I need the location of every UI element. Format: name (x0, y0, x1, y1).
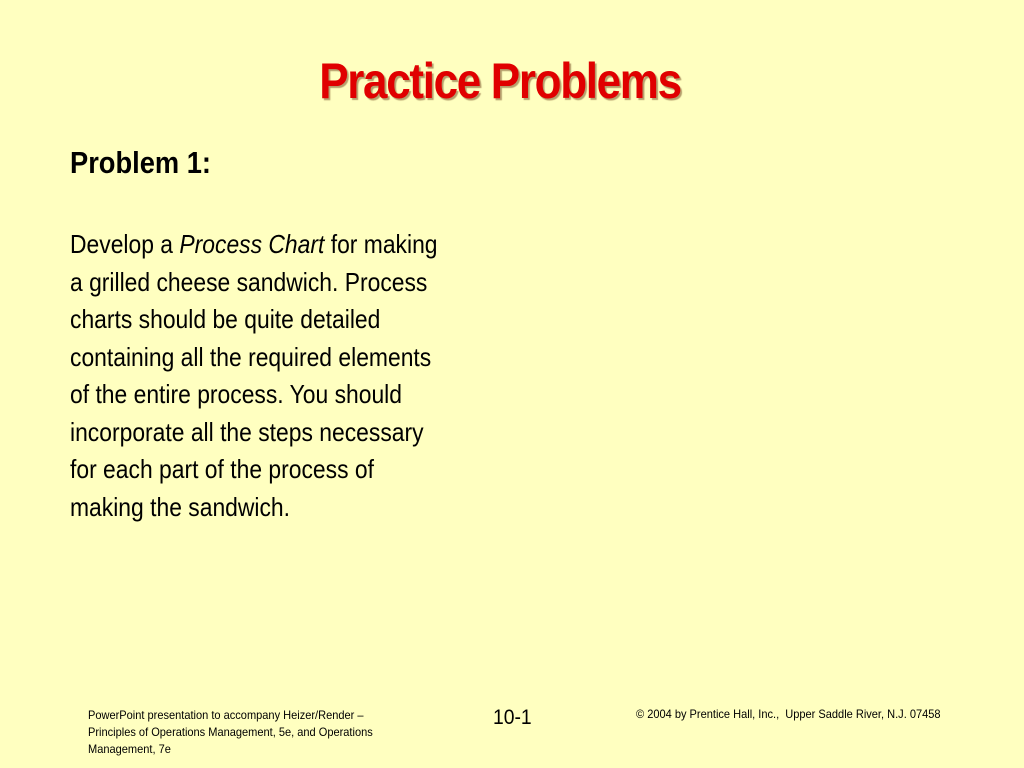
problem-body (70, 226, 484, 526)
footer-copyright: © 2004 by Prentice Hall, Inc., Upper Saddle River, N.J. 07458 (636, 707, 941, 721)
body-line: charts should be quite detailed (70, 304, 381, 334)
problem-heading: Problem 1: (70, 145, 211, 180)
body-line: incorporate all the steps necessary (70, 416, 424, 447)
body-line (70, 226, 484, 264)
body-line: a grilled cheese sandwich. Process (70, 266, 428, 297)
body-line-1-before: Develop a (70, 229, 180, 259)
body-line-1-after: for making (324, 229, 438, 259)
footer-line: Principles of Operations Management, 5e, and Operations (88, 725, 373, 739)
body-line: of the entire process. You should (70, 379, 403, 409)
footer-line: PowerPoint presentation to accompany Heizer/Render – (88, 708, 364, 722)
slide-title: Practice Problems (319, 53, 681, 109)
body-line: making the sandwich. (70, 491, 291, 522)
slide-number: 10-1 (493, 706, 532, 729)
process-chart-emphasis: Process Chart (179, 229, 325, 259)
footer-source-note (88, 707, 392, 758)
footer-line: Management, 7e (88, 742, 171, 756)
body-line: for each part of the process of (70, 454, 374, 484)
body-line: containing all the required elements (70, 341, 432, 372)
